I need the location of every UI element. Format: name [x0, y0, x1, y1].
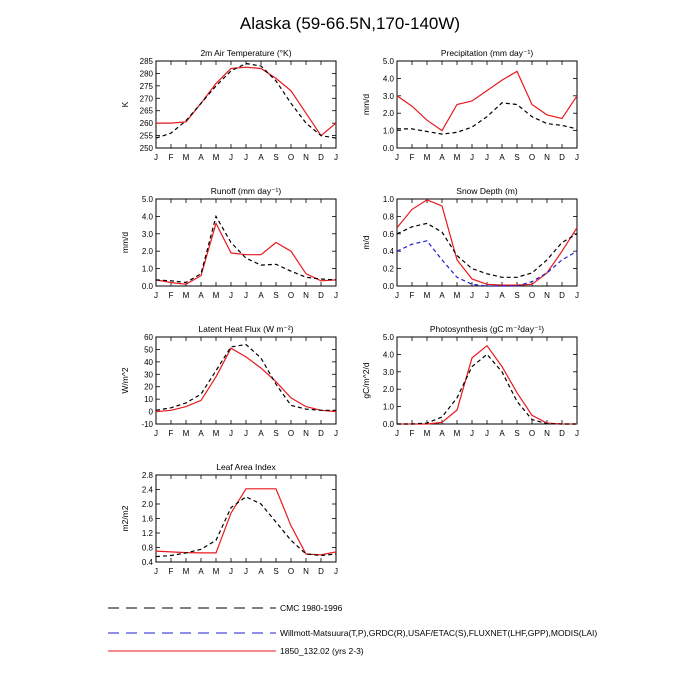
y-tick-label: 280 [139, 69, 153, 79]
x-tick-label: J [485, 291, 489, 300]
y-axis-label: W/m^2 [120, 367, 130, 394]
y-tick-label: 2.0 [382, 385, 394, 395]
x-tick-label: J [575, 291, 579, 300]
y-tick-label: 4.0 [382, 74, 394, 84]
x-tick-label: O [287, 429, 295, 438]
y-tick-label: 4.0 [382, 350, 394, 360]
y-axis-label: mm/d [120, 231, 130, 254]
x-tick-label: J [334, 567, 338, 576]
y-tick-label: 1.0 [141, 264, 153, 274]
x-tick-label: S [273, 153, 279, 162]
y-tick-label: 0.6 [382, 229, 394, 239]
panel-title: Latent Heat Flux (W m⁻²) [198, 324, 294, 334]
x-tick-label: A [499, 429, 505, 438]
y-tick-label: 1.6 [141, 514, 153, 524]
legend-item-model [108, 646, 364, 656]
x-tick-label: J [575, 429, 579, 438]
y-tick-label: 3.0 [382, 367, 394, 377]
x-tick-label: F [409, 429, 415, 438]
x-tick-label: D [559, 429, 565, 438]
x-tick-label: D [318, 153, 324, 162]
y-axis-label: m2/m2 [120, 505, 130, 532]
y-tick-label: 0.0 [382, 144, 394, 153]
series-line-model [156, 489, 336, 555]
x-tick-label: J [154, 429, 158, 438]
y-tick-label: 0.2 [382, 264, 394, 274]
x-tick-label: N [544, 429, 550, 438]
chart-panels [120, 48, 579, 576]
series-line-model [397, 200, 577, 285]
plot-frame [156, 61, 336, 148]
panel-title: Runoff (mm day⁻¹) [210, 186, 282, 196]
x-tick-label: A [258, 567, 264, 576]
x-tick-label: D [559, 291, 565, 300]
series-line-model [397, 346, 577, 424]
x-tick-label: A [439, 429, 445, 438]
series-line-model [156, 348, 336, 411]
x-tick-label: M [212, 153, 220, 162]
x-tick-label: J [244, 291, 248, 300]
x-tick-label: A [258, 429, 264, 438]
y-axis-label: m/d [361, 235, 371, 250]
x-tick-label: F [409, 153, 415, 162]
x-tick-label: M [423, 429, 431, 438]
x-tick-label: D [318, 567, 324, 576]
plot-frame [156, 475, 336, 562]
x-tick-label: M [453, 291, 461, 300]
x-tick-label: M [182, 153, 190, 162]
x-tick-label: J [470, 153, 474, 162]
legend-label: 1850_132.02 (yrs 2-3) [280, 646, 364, 656]
x-tick-label: J [575, 153, 579, 162]
x-tick-label: M [182, 429, 190, 438]
x-tick-label: O [528, 153, 536, 162]
x-tick-label: J [154, 291, 158, 300]
y-tick-label: 2.8 [141, 471, 153, 480]
x-tick-label: M [423, 291, 431, 300]
x-tick-label: F [168, 567, 174, 576]
x-tick-label: J [334, 291, 338, 300]
plot-frame [397, 61, 577, 148]
x-tick-label: S [514, 429, 520, 438]
series-line-cmc [156, 216, 336, 282]
y-tick-label: 270 [139, 94, 153, 104]
plot-frame [397, 199, 577, 286]
x-tick-label: O [528, 291, 536, 300]
x-tick-label: M [182, 567, 190, 576]
plot-frame [156, 337, 336, 424]
y-tick-label: 10 [144, 395, 153, 405]
x-tick-label: J [485, 429, 489, 438]
figure-title: Alaska (59-66.5N,170-140W) [239, 14, 461, 33]
panel-title: Leaf Area Index [216, 462, 276, 472]
panel-title: Photosynthesis (gC m⁻²day⁻¹) [429, 324, 545, 334]
x-tick-label: O [287, 291, 295, 300]
x-tick-label: A [198, 153, 204, 162]
x-tick-label: A [439, 291, 445, 300]
y-tick-label: 30 [144, 370, 153, 380]
legend-label: CMC 1980-1996 [280, 603, 343, 613]
x-tick-label: N [303, 291, 309, 300]
series-line-cmc [156, 497, 336, 557]
legend-item-willmott [108, 628, 597, 638]
x-tick-label: A [258, 153, 264, 162]
x-tick-label: J [229, 567, 233, 576]
series-line-cmc [397, 354, 577, 424]
x-tick-label: S [273, 291, 279, 300]
x-tick-label: J [244, 567, 248, 576]
legend-label: Willmott-Matsuura(T,P),GRDC(R),USAF/ETAC(S),FLUXNET(LHF,GPP),MODIS(LAI) [280, 628, 598, 638]
x-tick-label: N [303, 153, 309, 162]
chart-panel-5 [120, 324, 338, 438]
y-tick-label: 275 [139, 81, 153, 91]
y-tick-label: 285 [139, 57, 153, 66]
y-tick-label: 2.0 [382, 109, 394, 119]
y-tick-label: 2.0 [141, 247, 153, 257]
y-tick-label: 0.0 [382, 420, 394, 429]
series-line-cmc [397, 103, 577, 134]
chart-panel-7 [120, 462, 338, 576]
x-tick-label: S [514, 153, 520, 162]
y-tick-label: 5.0 [382, 57, 394, 66]
x-tick-label: A [198, 291, 204, 300]
y-tick-label: 2.0 [141, 500, 153, 509]
x-tick-label: J [154, 567, 158, 576]
x-tick-label: M [453, 153, 461, 162]
x-tick-label: N [303, 567, 309, 576]
x-tick-label: J [485, 153, 489, 162]
legend-item-cmc [108, 603, 343, 613]
y-tick-label: 265 [139, 106, 153, 116]
series-line-cmc [156, 345, 336, 411]
y-tick-label: 0.0 [141, 282, 153, 291]
x-tick-label: N [544, 153, 550, 162]
x-tick-label: A [439, 153, 445, 162]
panel-title: Precipitation (mm day⁻¹) [440, 48, 534, 58]
x-tick-label: M [423, 153, 431, 162]
x-tick-label: A [499, 153, 505, 162]
x-tick-label: M [212, 291, 220, 300]
y-tick-label: 0.8 [141, 543, 153, 553]
x-tick-label: J [470, 429, 474, 438]
y-tick-label: 20 [144, 382, 153, 392]
y-tick-label: 40 [144, 357, 153, 367]
y-tick-label: 5.0 [382, 333, 394, 342]
x-tick-label: A [499, 291, 505, 300]
x-tick-label: J [244, 153, 248, 162]
x-tick-label: D [559, 153, 565, 162]
x-tick-label: A [258, 291, 264, 300]
chart-panel-1 [120, 48, 338, 162]
y-tick-label: 0.8 [382, 212, 394, 222]
series-line-model [156, 223, 336, 284]
y-tick-label: 1.2 [141, 529, 153, 538]
x-tick-label: D [318, 429, 324, 438]
y-axis-label: K [120, 101, 130, 108]
x-tick-label: J [395, 429, 399, 438]
panel-title: 2m Air Temperature (°K) [200, 48, 292, 58]
y-tick-label: 5.0 [141, 195, 153, 204]
panel-title: Snow Depth (m) [456, 186, 518, 196]
x-tick-label: F [409, 291, 415, 300]
x-tick-label: D [318, 291, 324, 300]
y-tick-label: 60 [144, 333, 153, 342]
x-tick-label: S [273, 567, 279, 576]
y-axis-label: gC/m^2/d [361, 362, 371, 399]
y-tick-label: 0 [148, 407, 153, 417]
y-tick-label: 250 [139, 144, 153, 153]
x-tick-label: M [212, 567, 220, 576]
x-tick-label: A [198, 429, 204, 438]
series-line-model [397, 71, 577, 130]
y-tick-label: 3.0 [382, 91, 394, 101]
y-tick-label: 260 [139, 119, 153, 129]
chart-panel-3 [120, 186, 338, 300]
x-tick-label: J [154, 153, 158, 162]
x-tick-label: F [168, 429, 174, 438]
x-tick-label: J [334, 153, 338, 162]
x-tick-label: F [168, 291, 174, 300]
x-tick-label: N [544, 291, 550, 300]
x-tick-label: J [229, 429, 233, 438]
y-tick-label: 2.4 [141, 485, 153, 495]
x-tick-label: F [168, 153, 174, 162]
x-tick-label: N [303, 429, 309, 438]
x-tick-label: O [528, 429, 536, 438]
y-tick-label: 0.4 [141, 558, 153, 567]
chart-panel-6 [361, 324, 579, 438]
x-tick-label: A [198, 567, 204, 576]
x-tick-label: J [229, 153, 233, 162]
x-tick-label: J [395, 291, 399, 300]
x-tick-label: J [334, 429, 338, 438]
y-tick-label: 1.0 [382, 195, 394, 204]
y-tick-label: 0.0 [382, 282, 394, 291]
y-tick-label: 0.4 [382, 247, 394, 257]
x-tick-label: J [395, 153, 399, 162]
y-tick-label: 50 [144, 345, 153, 355]
x-tick-label: J [470, 291, 474, 300]
y-axis-label: mm/d [361, 93, 371, 116]
y-tick-label: 1.0 [382, 126, 394, 136]
legend [108, 603, 597, 656]
x-tick-label: O [287, 567, 295, 576]
x-tick-label: M [453, 429, 461, 438]
plot-frame [397, 337, 577, 424]
x-tick-label: J [229, 291, 233, 300]
x-tick-label: S [514, 291, 520, 300]
plot-frame [156, 199, 336, 286]
x-tick-label: M [212, 429, 220, 438]
x-tick-label: M [182, 291, 190, 300]
series-line-willmott [397, 241, 577, 286]
x-tick-label: J [244, 429, 248, 438]
chart-panel-2 [361, 48, 579, 162]
y-tick-label: 4.0 [141, 212, 153, 222]
x-tick-label: S [273, 429, 279, 438]
y-tick-label: -10 [141, 420, 153, 429]
y-tick-label: 1.0 [382, 402, 394, 412]
x-tick-label: O [287, 153, 295, 162]
y-tick-label: 3.0 [141, 229, 153, 239]
chart-panel-4 [361, 186, 579, 300]
series-line-cmc [156, 64, 336, 139]
y-tick-label: 255 [139, 131, 153, 141]
